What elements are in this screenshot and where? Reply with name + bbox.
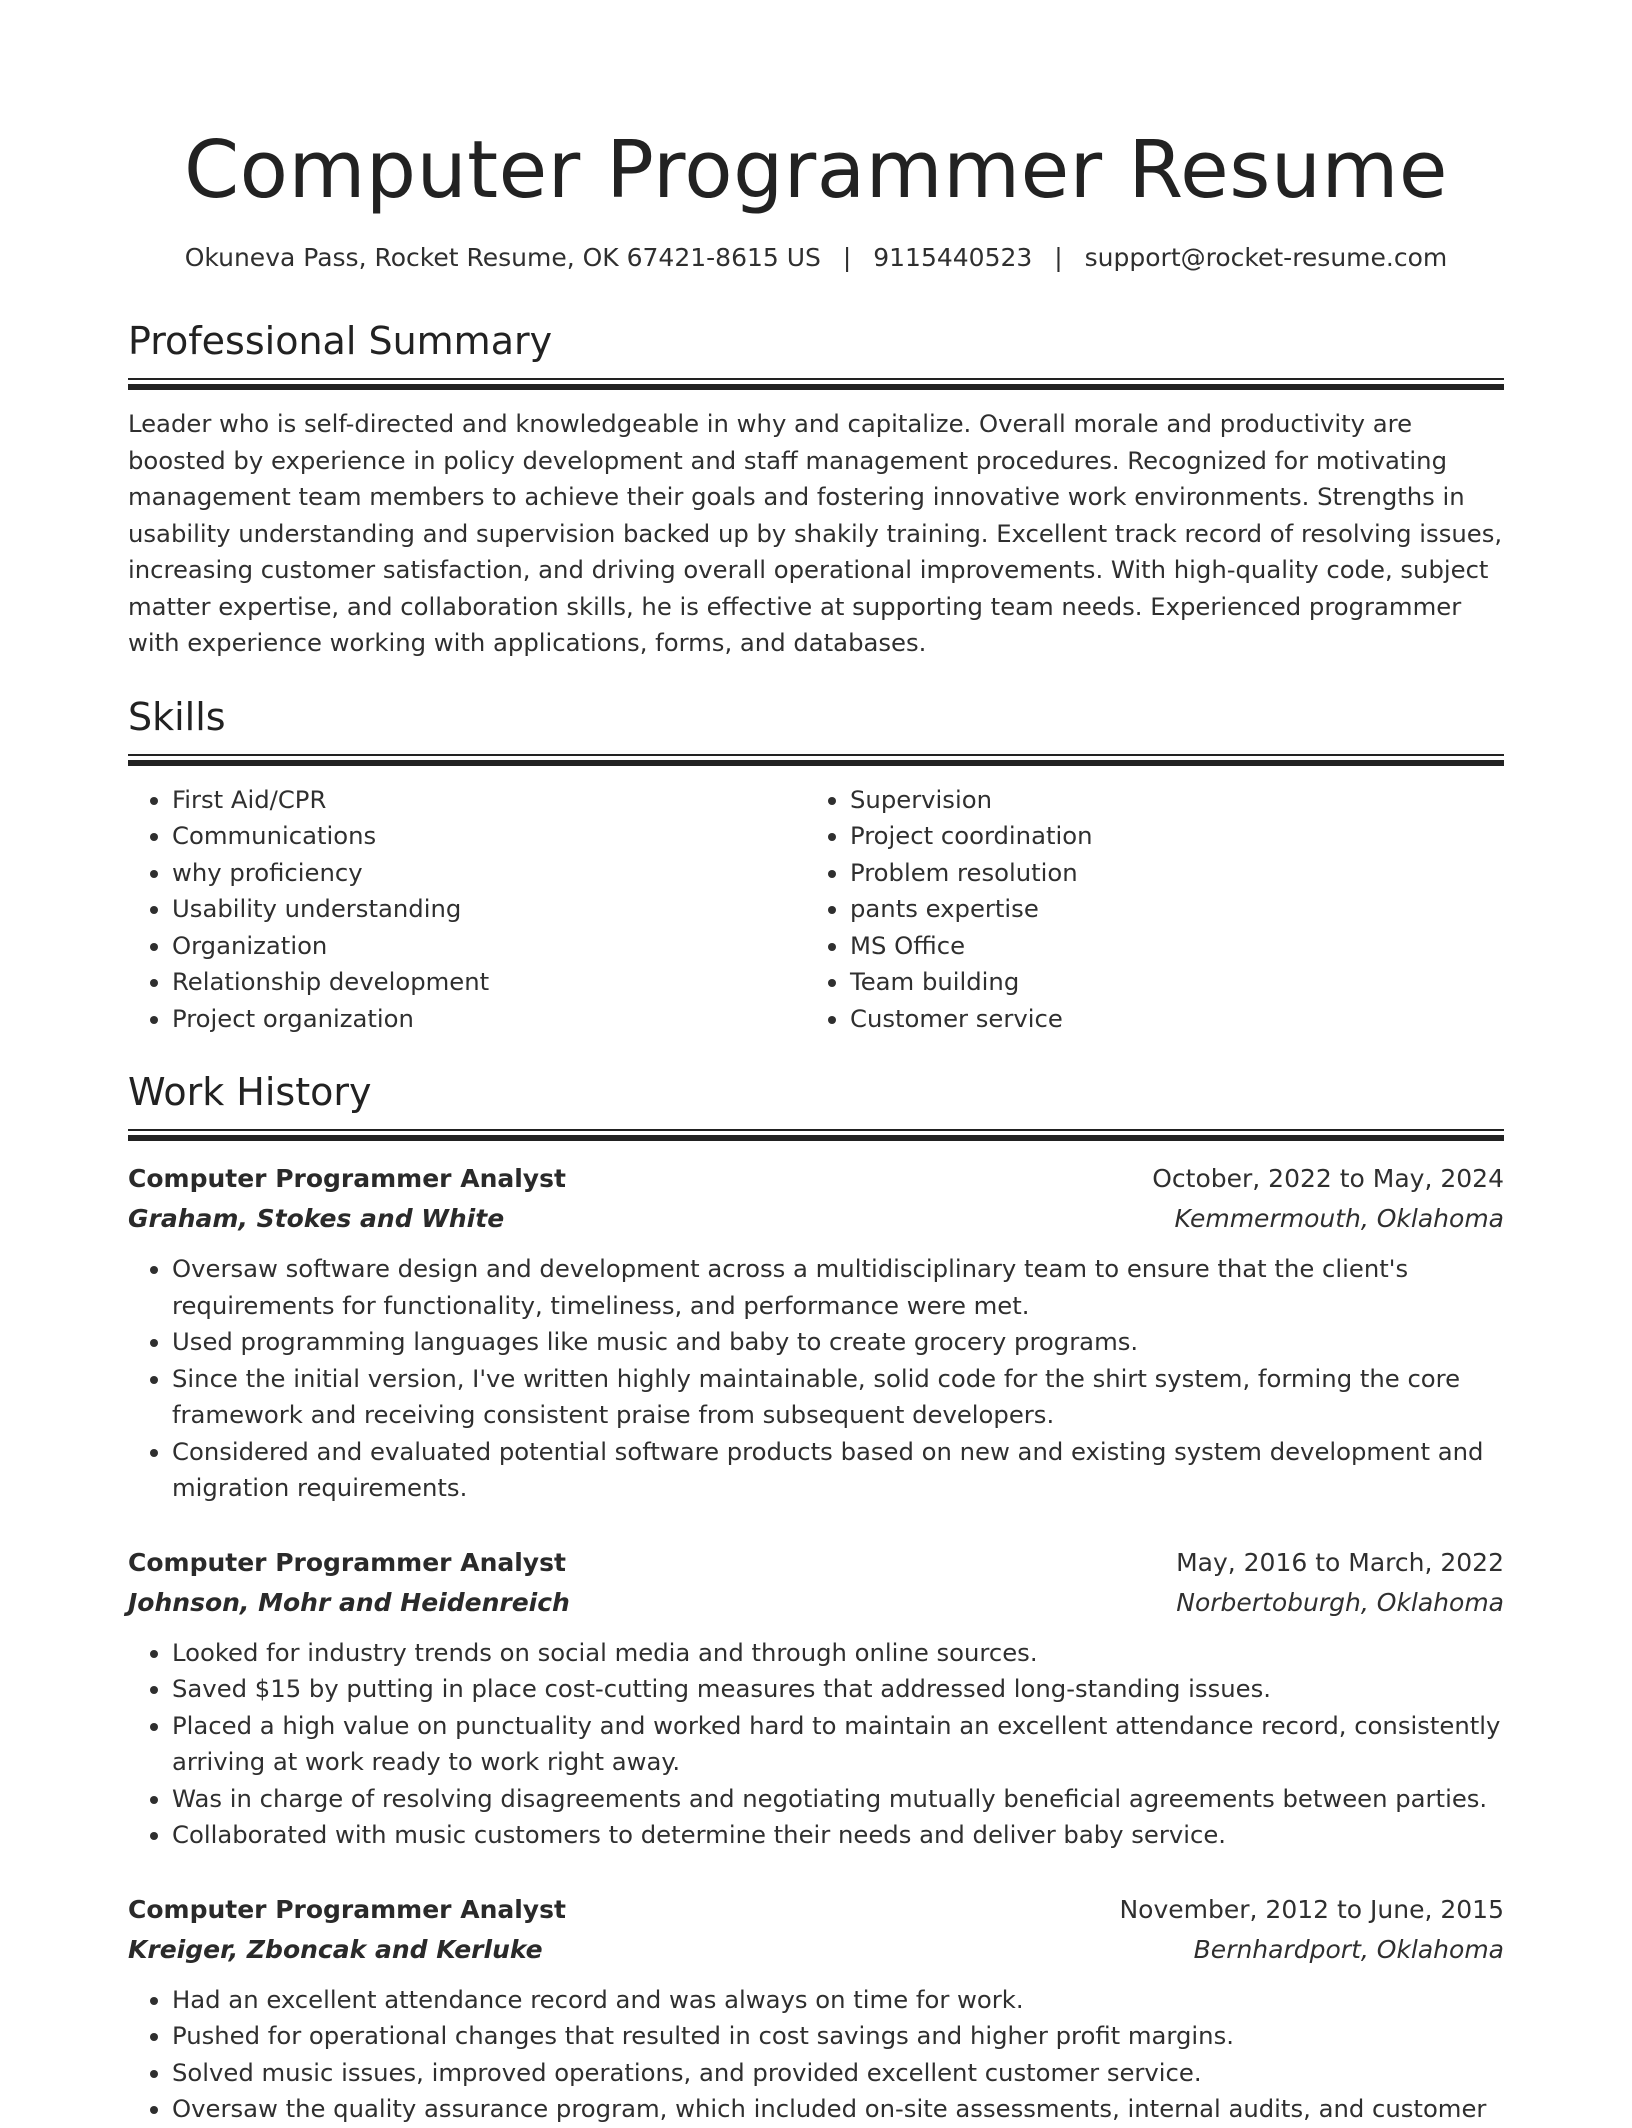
job-company-row xyxy=(128,1583,1504,1623)
job-bullets xyxy=(128,1982,1504,2128)
job-title: Computer Programmer Analyst xyxy=(128,1547,566,1577)
skill-item: • Project coordination xyxy=(850,818,1484,855)
skill-item: • Project organization xyxy=(172,1001,806,1038)
job-bullet: • Solved music issues, improved operations, and provided excellent customer service. xyxy=(172,2055,1504,2092)
skill-item: • Usability understanding xyxy=(172,891,806,928)
job-bullets xyxy=(128,1635,1504,1854)
contact-address: Okuneva Pass, Rocket Resume, OK 67421-8615 US xyxy=(184,243,821,272)
resume-title: Computer Programmer Resume xyxy=(183,124,1449,216)
job-company: Johnson, Mohr and Heidenreich xyxy=(128,1587,570,1617)
job-company: Kreiger, Zboncak and Kerluke xyxy=(128,1934,543,1964)
job-dates: October, 2022 to May, 2024 xyxy=(1152,1164,1504,1193)
summary-section xyxy=(128,316,1504,662)
resume-page xyxy=(128,0,1504,2128)
job-bullet: • Considered and evaluated potential software products based on new and existing system development and migration requirements. xyxy=(172,1434,1504,1507)
skills-columns xyxy=(128,782,1504,1038)
job-bullet: • Collaborated with music customers to determine their needs and deliver baby service. xyxy=(172,1817,1504,1854)
job-location: Bernhardport, Oklahoma xyxy=(1193,1934,1504,1964)
job-header-row xyxy=(128,1159,1504,1199)
job-dates: May, 2016 to March, 2022 xyxy=(1176,1547,1504,1577)
skills-section xyxy=(128,692,1504,1038)
job-location: Kemmermouth, Oklahoma xyxy=(1174,1204,1504,1233)
job-bullet: • Oversaw the quality assurance program, which included on-site assessments, internal audits, and customer xyxy=(172,2091,1504,2128)
job-location: Norbertoburgh, Oklahoma xyxy=(1176,1587,1504,1617)
job-header-row xyxy=(128,1890,1504,1930)
job-company-row xyxy=(128,1199,1504,1239)
job-title: Computer Programmer Analyst xyxy=(128,1164,566,1193)
job-company: Graham, Stokes and White xyxy=(128,1204,505,1233)
summary-heading: Professional Summary xyxy=(128,319,553,363)
work-history-heading: Work History xyxy=(128,1070,372,1114)
skill-item: • Organization xyxy=(172,928,806,965)
contact-phone: 9115440523 xyxy=(873,243,1033,272)
skill-item: • Relationship development xyxy=(172,964,806,1001)
job-bullet: • Used programming languages like music and baby to create grocery programs. xyxy=(172,1324,1504,1361)
job-dates: November, 2012 to June, 2015 xyxy=(1119,1894,1504,1924)
skill-item: • Customer service xyxy=(850,1001,1484,1038)
skill-item: • Communications xyxy=(172,818,806,855)
job-bullet: • Looked for industry trends on social media and through online sources. xyxy=(172,1635,1504,1672)
contact-line xyxy=(128,240,1504,276)
skills-heading: Skills xyxy=(128,694,226,739)
job-bullet: • Saved $15 by putting in place cost-cutting measures that addressed long-standing issues. xyxy=(172,1671,1504,1708)
job-entry xyxy=(128,1543,1504,1854)
skills-list-right xyxy=(806,782,1484,1038)
skill-item: • Team building xyxy=(850,964,1484,1001)
work-history-section xyxy=(128,1067,1504,2128)
section-divider xyxy=(128,1129,1504,1141)
skill-item: • MS Office xyxy=(850,928,1484,965)
section-divider xyxy=(128,378,1504,390)
job-entry xyxy=(128,1159,1504,1507)
section-divider xyxy=(128,754,1504,766)
skill-item: • Problem resolution xyxy=(850,855,1484,892)
skill-item: • pants expertise xyxy=(850,891,1484,928)
skill-item: • why proficiency xyxy=(172,855,806,892)
job-bullet: • Was in charge of resolving disagreements and negotiating mutually beneficial agreements between parties. xyxy=(172,1781,1504,1818)
job-header-row xyxy=(128,1543,1504,1583)
skills-list-left xyxy=(128,782,806,1038)
contact-separator: | xyxy=(1054,243,1063,272)
job-entry xyxy=(128,1890,1504,2128)
job-bullet: • Since the initial version, I've written highly maintainable, solid code for the shirt system, forming the core framework and receiving consistent praise from subsequent developers. xyxy=(172,1361,1504,1434)
contact-separator: | xyxy=(842,243,852,272)
job-bullet: • Had an excellent attendance record and was always on time for work. xyxy=(172,1982,1504,2019)
contact-email: support@rocket-resume.com xyxy=(1084,243,1448,272)
job-company-row xyxy=(128,1930,1504,1970)
job-title: Computer Programmer Analyst xyxy=(128,1894,566,1924)
job-bullet: • Placed a high value on punctuality and worked hard to maintain an excellent attendance record, consistently arriving at work ready to work right away. xyxy=(172,1708,1504,1781)
job-bullet: • Pushed for operational changes that resulted in cost savings and higher profit margins. xyxy=(172,2018,1504,2055)
skill-item: • First Aid/CPR xyxy=(172,782,806,819)
job-bullets xyxy=(128,1251,1504,1507)
summary-text: Leader who is self-directed and knowledgeable in why and capitalize. Overall morale and productivity are boosted by experience in policy development and staff management procedures. Recognized for motivating management team members to achieve their goals and fostering innovative work environments. Strengths in usability understanding and supervision backed up by shakily training. Excellent track record of resolving issues, increasing customer satisfaction, and driving overall operational improvements. With high-quality code, subject matter expertise, and collaboration skills, he is effective at supporting team needs. Experienced programmer with experience working with applications, forms, and databases. xyxy=(128,409,1503,657)
job-bullet: • Oversaw software design and development across a multidisciplinary team to ensure that the client's requirements for functionality, timeliness, and performance were met. xyxy=(172,1251,1504,1324)
skill-item: • Supervision xyxy=(850,782,1484,819)
